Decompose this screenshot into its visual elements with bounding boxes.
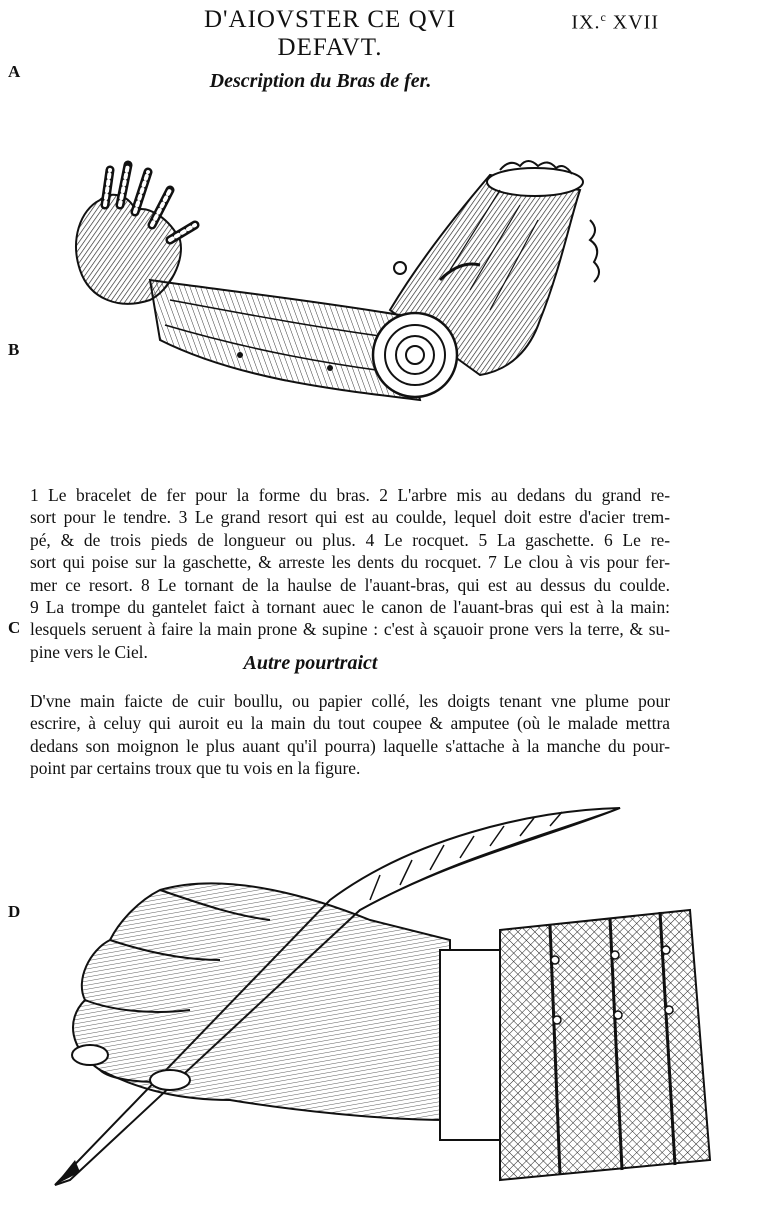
text-line: sort pour le tendre. 3 Le grand resort qui est au coulde, lequel doit estre d'acier trem- [30, 507, 670, 528]
margin-letter-b: B [8, 340, 20, 359]
margin-letter-a: A [8, 62, 21, 81]
text-line: point par certains troux que tu vois en la figure. [30, 758, 361, 779]
folio-main: IX. [571, 11, 601, 34]
folio-number [559, 10, 659, 35]
section1-title: Description du Bras de fer. [209, 70, 432, 92]
text-line: 1 Le bracelet de fer pour la forme du bras. 2 L'arbre mis au dedans du grand re- [30, 485, 670, 505]
text-line: dedans son moignon le plus auant qu'il pourra) laquelle s'attache à la manche du pour- [30, 735, 670, 756]
running-head: D'AIOVSTER CE QVI DEFAVT. [203, 6, 457, 61]
hand-shape [72, 883, 450, 1120]
sleeve-cuff [440, 910, 710, 1180]
margin-letter-d: D [8, 902, 21, 921]
section2-text [30, 690, 670, 780]
hand-quill-figure [30, 800, 730, 1200]
text-line: pé, & de trois pieds de longueur ou plus. 4 Le rocquet. 5 La gaschette. 6 Le re- [30, 529, 670, 550]
text-line: lesquels seruent à faire la main prone & supine : c'est à sçauoir prone vers la terre, & su- [30, 619, 670, 640]
text-line: 9 La trompe du gantelet faict à tornant auec le canon de l'auant-bras qui est à la main: [30, 597, 670, 618]
folio-end: XVII [612, 11, 659, 34]
section1-text [30, 484, 670, 663]
text-line: D'vne main faicte de cuir boullu, ou papier collé, les doigts tenant vne plume pour [30, 691, 670, 711]
text-line: pine vers le Ciel. [30, 641, 148, 662]
text-line: mer ce resort. 8 Le tornant de la haulse de l'auant-bras, qui est au dessus du coulde. [30, 574, 670, 595]
margin-letter-c: C [8, 618, 21, 637]
text-line: sort qui poise sur la gaschette, & arreste les dents du rocquet. 7 Le clou à vis pour fer- [30, 552, 670, 573]
iron-arm-figure [60, 150, 620, 430]
section2-title: Autre pourtraict [243, 652, 378, 674]
text-line: escrire, à celuy qui auroit eu la main du tout coupee & amputee (où le malade mettra [30, 713, 670, 734]
folio-sup: c [600, 10, 607, 24]
